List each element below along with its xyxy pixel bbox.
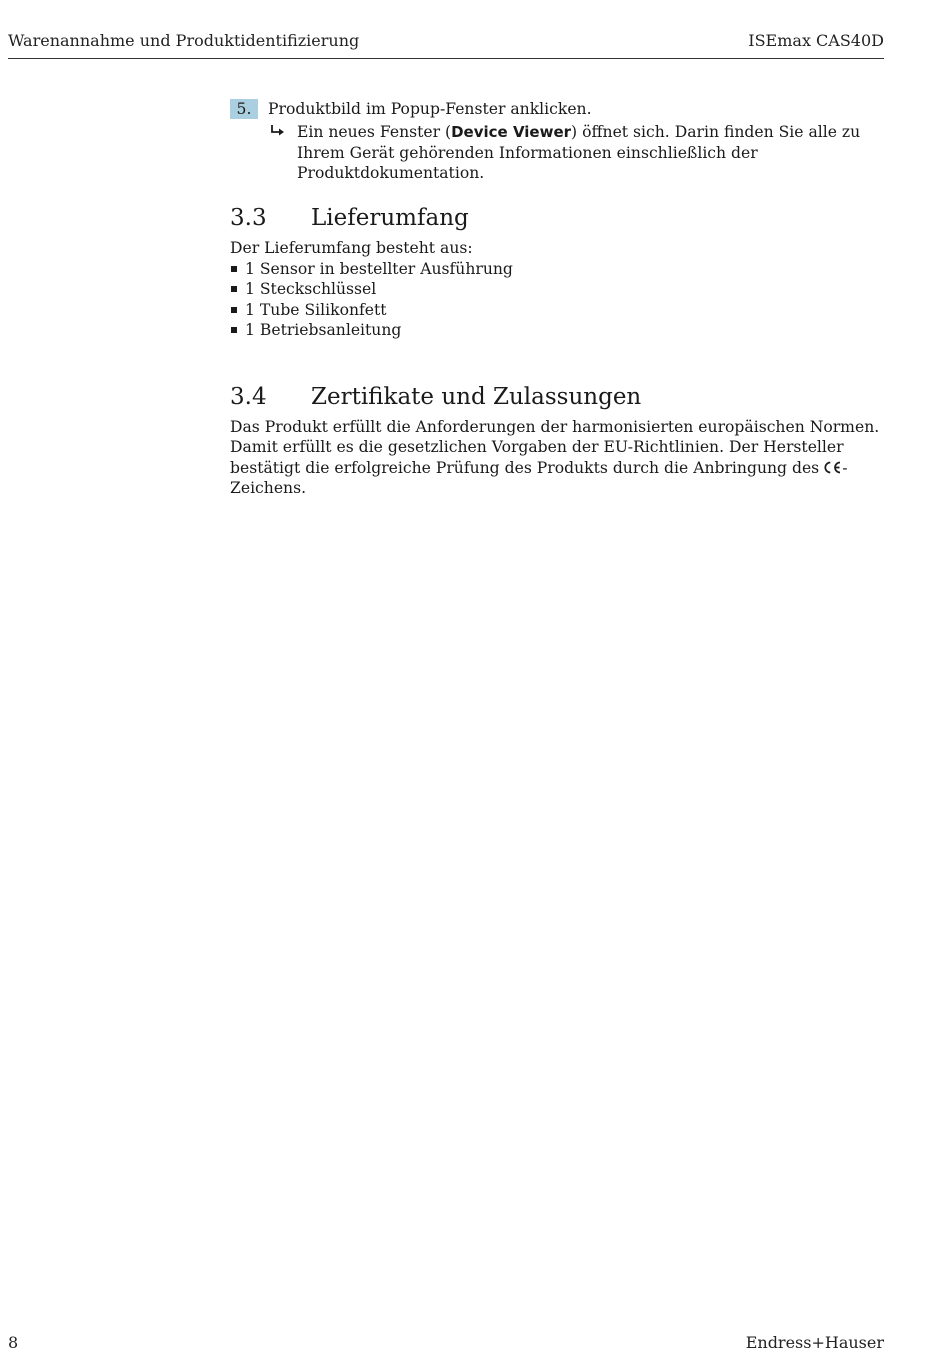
section-zertifikate bbox=[230, 383, 890, 499]
step-instruction: Produktbild im Popup-Fenster anklicken. bbox=[268, 100, 592, 118]
list-item bbox=[230, 300, 890, 321]
step-result-text bbox=[297, 123, 860, 182]
bullet-icon bbox=[231, 266, 237, 272]
brand-name: Endress+Hauser bbox=[745, 1333, 884, 1352]
list-item-text: 1 Betriebsanleitung bbox=[245, 321, 402, 339]
result-arrow-icon bbox=[270, 124, 286, 138]
scope-list bbox=[230, 259, 890, 341]
list-item-text: 1 Sensor in bestellter Ausführung bbox=[245, 259, 513, 278]
page-number: 8 bbox=[8, 1333, 19, 1352]
certificates-text: Das Produkt erfüllt die Anforderungen der harmonisierten europäischen Normen. Damit erfüllt es die gesetzlichen Vorgaben der EU-Richtlinien. Der Hersteller bestätigt die erfolgreiche Prüfung des Produkts durch die Anbringung des bbox=[230, 417, 880, 477]
section-title: Lieferumfang bbox=[311, 205, 469, 231]
header-product-name: ISEmax CAS40D bbox=[748, 31, 884, 50]
header-divider bbox=[8, 58, 884, 59]
page-footer bbox=[8, 1333, 884, 1355]
step-number-badge: 5. bbox=[230, 99, 258, 119]
main-content bbox=[230, 98, 890, 499]
page-header bbox=[8, 31, 884, 53]
scope-intro: Der Lieferumfang besteht aus: bbox=[230, 239, 473, 257]
section-number: 3.3 bbox=[230, 205, 267, 231]
device-viewer-term: Device Viewer bbox=[451, 123, 572, 141]
section-lieferumfang bbox=[230, 204, 890, 341]
result-text-after: ) öffnet sich. Darin finden Sie alle zu Ihrem Gerät gehörenden Informationen einschließlich der Produktdokumentation. bbox=[297, 123, 861, 182]
list-item bbox=[230, 259, 890, 280]
bullet-icon bbox=[231, 286, 237, 292]
step-item bbox=[230, 98, 890, 120]
list-item-text: 1 Steckschlüssel bbox=[245, 280, 377, 298]
bullet-icon bbox=[231, 307, 237, 313]
step-result bbox=[230, 122, 890, 182]
header-chapter-title: Warenannahme und Produktidentifizierung bbox=[8, 31, 360, 50]
list-item bbox=[230, 279, 890, 300]
section-heading bbox=[230, 204, 890, 234]
list-item bbox=[230, 320, 890, 341]
result-text-before: Ein neues Fenster ( bbox=[297, 123, 452, 141]
list-item-text: 1 Tube Silikonfett bbox=[245, 300, 387, 319]
certificates-text-end: -Zeichens. bbox=[230, 458, 848, 497]
bullet-icon bbox=[231, 327, 237, 333]
ce-mark-icon bbox=[822, 461, 842, 474]
section-title: Zertifikate und Zulassungen bbox=[311, 383, 642, 410]
section-number: 3.4 bbox=[230, 383, 267, 410]
section-heading bbox=[230, 383, 890, 413]
certificates-paragraph bbox=[230, 417, 885, 499]
